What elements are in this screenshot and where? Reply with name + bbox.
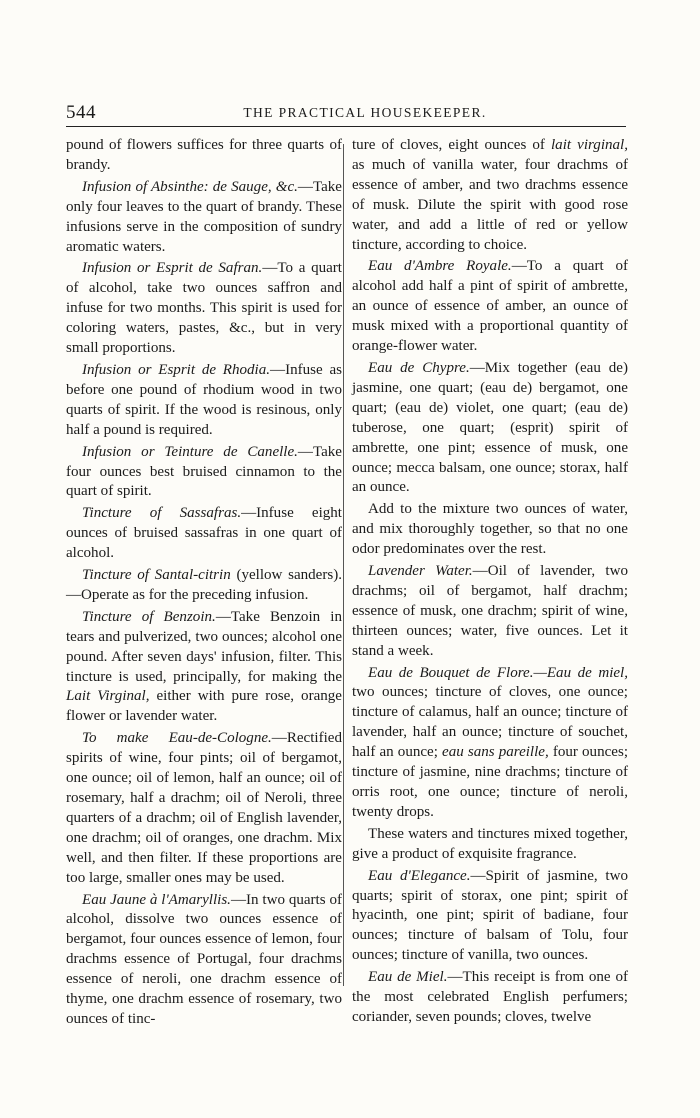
recipe-heading: Tincture of Santal-citrin — [82, 567, 231, 584]
recipe-entry: Eau de Chypre.—Mix together (eau de) jasmine, one quart; (eau de) bergamot, one quart; (eau de) violet, one quart; (eau de) tuberose, one quart; (esprit) spirit of ambrette, one pint; essence of musk, one ounce; mecca balsam, one ounce; storax, half an ounce. — [352, 359, 628, 496]
recipe-entry: Eau de Miel.—This receipt is from one of the most celebrated English perfumers; coriander, seven pounds; cloves, twelve — [352, 969, 628, 1025]
recipe-entry: Infusion or Teinture de Canelle.—Take four ounces best bruised cinnamon to the quart of spirit. — [66, 443, 342, 500]
recipe-heading: To make Eau-de-Cologne. — [82, 730, 272, 747]
recipe-entry: Tincture of Santal-citrin (yellow sanders).—Operate as for the preceding infusion. — [66, 567, 342, 603]
recipe-heading: Infusion or Esprit de Safran. — [82, 260, 263, 277]
recipe-heading: Eau de Chypre. — [368, 359, 470, 376]
recipe-entry: Eau d'Elegance.—Spirit of jasmine, two quarts; spirit of storax, one pint; spirit of hyacinth, one pint; spirit of badiane, four ounces; tincture of balsam of Tolu, four ounces; tincture of vanilla, two ounces. — [352, 867, 628, 964]
recipe-entry: Eau Jaune à l'Amaryllis.—In two quarts of alcohol, dissolve two ounces essence of bergamot, four ounces essence of lemon, four drachms essence of Portugal, four drachms essence of neroli, one drachm essence of thyme, one drachm essence of rosemary, two ounces of tinc- — [66, 891, 342, 1027]
header-rule — [66, 126, 626, 127]
recipe-entry: Eau de Bouquet de Flore.—Eau de miel, two ounces; tincture of cloves, one ounce; tincture of calamus, half an ounce; tincture of lavender, half an ounce; tincture of souchet, half an ounce; eau sans pareille, four ounces; tincture of jasmine, nine drachms; tincture of orris root, one ounce; tincture of neroli, twenty drops. — [352, 664, 628, 820]
recipe-heading: Tincture of Benzoin. — [82, 608, 216, 625]
recipe-entry: Tincture of Sassafras.—Infuse eight ounces of bruised sassafras in one quart of alcohol. — [66, 505, 342, 562]
column-divider — [343, 144, 344, 986]
page-number: 544 — [66, 102, 96, 123]
left-column — [66, 136, 342, 1030]
recipe-entry: Lavender Water.—Oil of lavender, two drachms; oil of bergamot, half drachm; essence of musk, one drachm; spirit of wine, thirteen ounces; water, five ounces. Let it stand a week. — [352, 563, 628, 659]
running-title: THE PRACTICAL HOUSEKEEPER. — [243, 105, 487, 120]
recipe-entry: Infusion of Absinthe: de Sauge, &c.—Take only four leaves to the quart of brandy. These infusions serve in the composition of sundry aromatic waters. — [66, 178, 342, 255]
right-column — [352, 136, 628, 1028]
paragraph: Add to the mixture two ounces of water, and mix thoroughly together, so that no one odor predominates over the rest. — [352, 501, 628, 558]
recipe-heading: Infusion of Absinthe: de Sauge, &c. — [82, 178, 298, 195]
recipe-heading: Eau d'Elegance. — [368, 867, 471, 884]
recipe-heading: Tincture of Sassafras. — [82, 505, 242, 522]
recipe-entry: Tincture of Benzoin.—Take Benzoin in tears and pulverized, two ounces; alcohol one pound. After seven days' infusion, filter. This tincture is used, principally, for making the Lait Virginal, either with pure rose, orange flower or lavender water. — [66, 608, 342, 725]
recipe-entry: Infusion or Esprit de Rhodia.—Infuse as before one pound of rhodium wood in two quarts of spirit. If the wood is resinous, only half a pound is required. — [66, 361, 342, 438]
recipe-heading: Eau de Miel. — [368, 969, 448, 986]
page-header — [66, 102, 624, 128]
recipe-entry: Eau d'Ambre Royale.—To a quart of alcohol add half a pint of spirit of ambrette, an ounce of essence of amber, an ounce of musk mixed with a proportional quantity of orange-flower water. — [352, 258, 628, 355]
recipe-heading: Eau Jaune à l'Amaryllis. — [82, 891, 231, 908]
paragraph: pound of flowers suffices for three quarts of brandy. — [66, 137, 342, 173]
recipe-heading: Infusion or Esprit de Rhodia. — [82, 361, 271, 378]
recipe-heading: Eau d'Ambre Royale. — [368, 258, 512, 275]
paragraph: ture of cloves, eight ounces of lait virginal, as much of vanilla water, four drachms of essence of amber, and two drachms essence of musk. Dilute the spirit with good rose water, and add a little of red or yellow tincture, according to choice. — [352, 137, 628, 253]
paragraph: These waters and tinctures mixed together, give a product of exquisite fragrance. — [352, 825, 628, 862]
recipe-heading: Infusion or Teinture de Canelle. — [82, 443, 298, 460]
recipe-heading: Eau de Bouquet de Flore.—Eau de miel, — [368, 664, 628, 681]
recipe-entry: To make Eau-de-Cologne.—Rectified spirits of wine, four pints; oil of bergamot, one ounce; oil of lemon, half an ounce; oil of rosemary, half a drachm; oil of Neroli, three quarters of a drachm; oil of English lavender, one drachm; oil of oranges, one drachm. Mix well, and then filter. If these proportions are too large, smaller ones may be used. — [66, 730, 342, 886]
recipe-entry: Infusion or Esprit de Safran.—To a quart of alcohol, take two ounces saffron and infuse for two months. This spirit is used for coloring waters, pastes, &c., but in very small proportions. — [66, 260, 342, 357]
recipe-heading: Lavender Water. — [368, 563, 473, 580]
